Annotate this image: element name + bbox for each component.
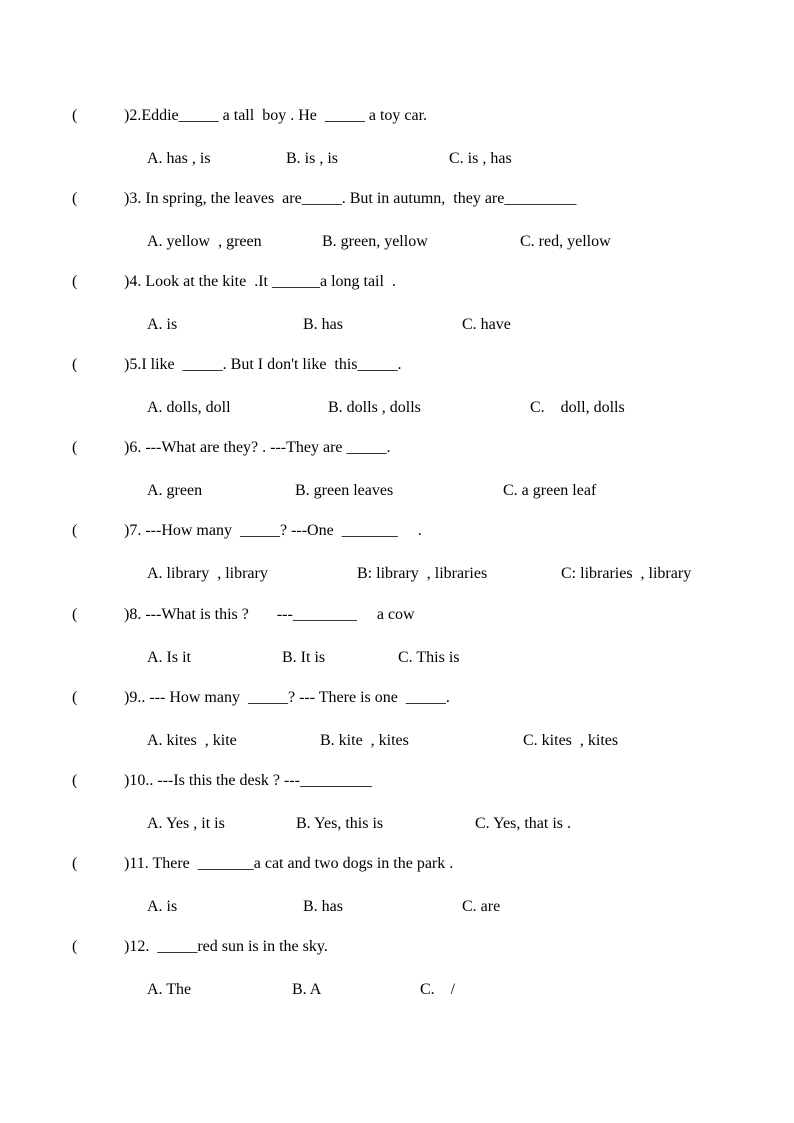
answer-paren[interactable]: ( <box>72 938 78 955</box>
question-6 <box>0 439 794 523</box>
option-c: C. kites , kites <box>523 732 619 749</box>
option-b: B. kite , kites <box>320 732 409 749</box>
answer-paren[interactable]: ( <box>72 273 78 290</box>
option-b: B. It is <box>282 649 326 666</box>
answer-paren[interactable]: ( <box>72 107 78 124</box>
question-7 <box>0 522 794 606</box>
option-a: A. Is it <box>147 649 191 666</box>
question-text: )2.Eddie_____ a tall boy . He _____ a toy car. <box>124 107 428 124</box>
option-c: C. a green leaf <box>503 482 597 499</box>
option-c: C: libraries , library <box>561 565 692 582</box>
answer-paren[interactable]: ( <box>72 855 78 872</box>
answer-paren[interactable]: ( <box>72 439 78 456</box>
option-c: C. have <box>462 316 511 333</box>
option-a: A. is <box>147 316 178 333</box>
answer-paren[interactable]: ( <box>72 522 78 539</box>
question-4 <box>0 273 794 357</box>
option-a: A. is <box>147 898 178 915</box>
question-12 <box>0 938 794 1022</box>
question-text: )4. Look at the kite .It ______a long tail . <box>124 273 396 290</box>
option-c: C. / <box>420 981 456 998</box>
question-text: )10.. ---Is this the desk ? ---_________ <box>124 772 372 789</box>
option-a: A. The <box>147 981 192 998</box>
question-text: )8. ---What is this ? ---________ a cow <box>124 606 415 623</box>
option-b: B. has <box>303 898 343 915</box>
option-c: C. This is <box>398 649 460 666</box>
option-b: B: library , libraries <box>357 565 488 582</box>
question-10 <box>0 772 794 856</box>
question-11 <box>0 855 794 939</box>
question-8 <box>0 606 794 690</box>
question-text: )5.I like _____. But I don't like this_____. <box>124 356 402 373</box>
option-b: B. is , is <box>286 150 339 167</box>
option-c: C. Yes, that is . <box>475 815 572 832</box>
question-text: )3. In spring, the leaves are_____. But in autumn, they are_________ <box>124 190 577 207</box>
answer-paren[interactable]: ( <box>72 689 78 706</box>
option-c: C. is , has <box>449 150 512 167</box>
option-b: B. A <box>292 981 322 998</box>
option-b: B. Yes, this is <box>296 815 384 832</box>
option-b: B. dolls , dolls <box>328 399 421 416</box>
question-text: )6. ---What are they? . ---They are _____. <box>124 439 391 456</box>
option-a: A. kites , kite <box>147 732 237 749</box>
question-text: )12. _____red sun is in the sky. <box>124 938 328 955</box>
option-c: C. red, yellow <box>520 233 611 250</box>
option-c: C. are <box>462 898 501 915</box>
option-c: C. doll, dolls <box>530 399 625 416</box>
question-2 <box>0 107 794 191</box>
answer-paren[interactable]: ( <box>72 606 78 623</box>
option-a: A. has , is <box>147 150 211 167</box>
answer-paren[interactable]: ( <box>72 772 78 789</box>
option-a: A. dolls, doll <box>147 399 231 416</box>
option-b: B. has <box>303 316 343 333</box>
question-9 <box>0 689 794 773</box>
answer-paren[interactable]: ( <box>72 190 78 207</box>
option-a: A. library , library <box>147 565 268 582</box>
option-b: B. green, yellow <box>322 233 428 250</box>
question-text: )9.. --- How many _____? --- There is one _____. <box>124 689 450 706</box>
option-a: A. green <box>147 482 203 499</box>
option-b: B. green leaves <box>295 482 394 499</box>
option-a: A. yellow , green <box>147 233 262 250</box>
option-a: A. Yes , it is <box>147 815 225 832</box>
question-text: )11. There _______a cat and two dogs in the park . <box>124 855 454 872</box>
question-3 <box>0 190 794 274</box>
answer-paren[interactable]: ( <box>72 356 78 373</box>
question-text: )7. ---How many _____? ---One _______ . <box>124 522 422 539</box>
question-5 <box>0 356 794 440</box>
